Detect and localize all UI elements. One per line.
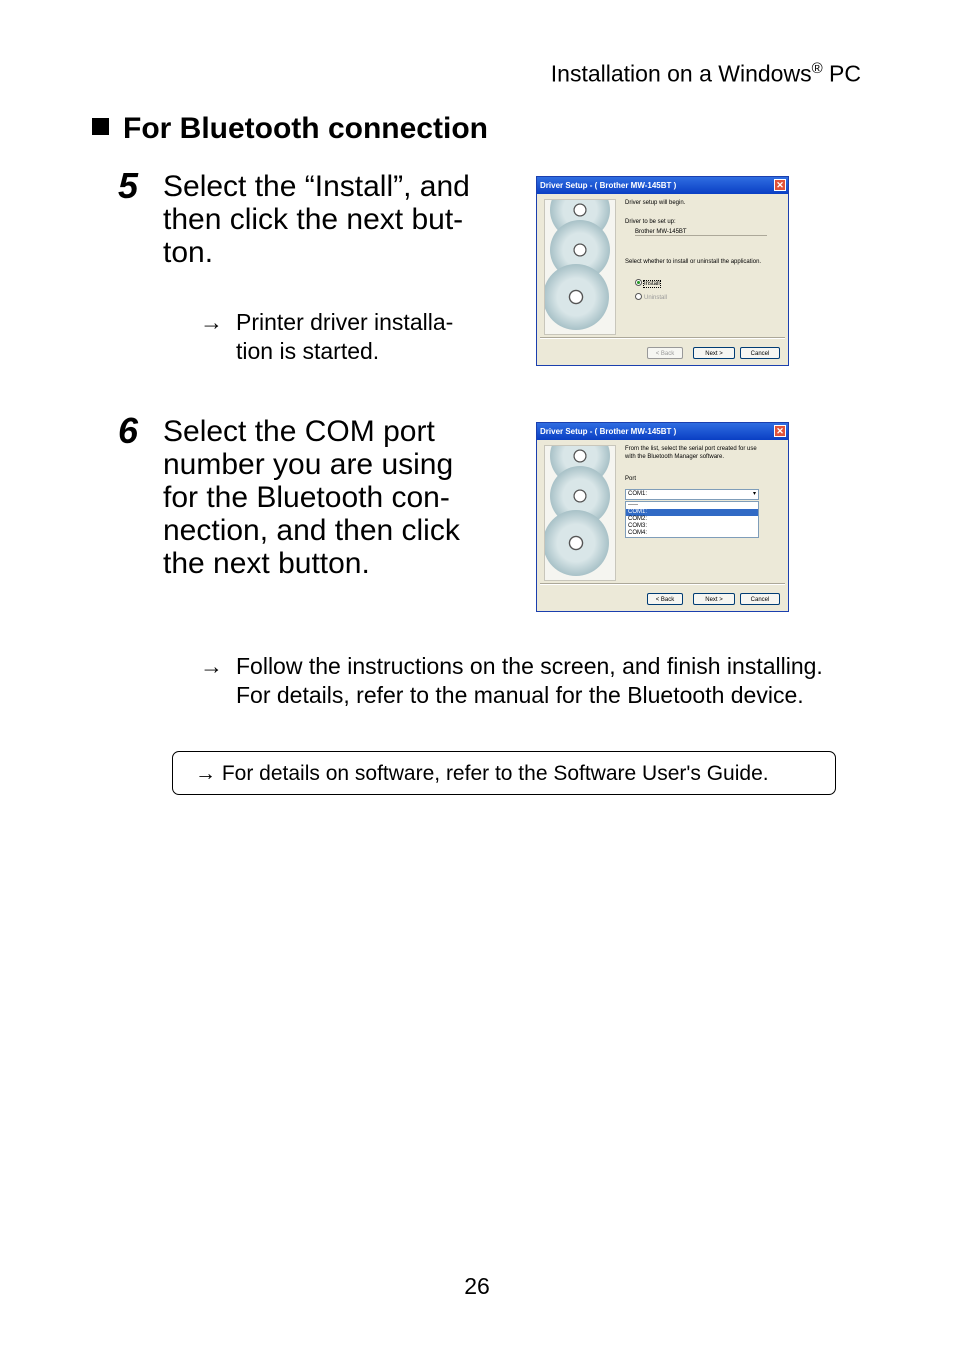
dialog-prompt: Select whether to install or uninstall the application.	[625, 259, 762, 265]
step-instruction: Select the “Install”, and then click the next but- ton.	[163, 170, 470, 269]
arrow-icon: →	[195, 762, 216, 785]
step-number: 6	[118, 410, 139, 451]
radio-icon	[635, 293, 642, 300]
page-number: 26	[464, 1273, 490, 1299]
dialog-message: with the Bluetooth Manager software.	[625, 454, 725, 460]
divider	[540, 583, 785, 585]
port-label: Port	[625, 476, 637, 482]
step-instruction: Select the COM port number you are using for the Bluetooth con- nection, and then click the next button.	[163, 415, 460, 580]
list-item[interactable]: COM2:	[628, 516, 648, 522]
followup-instruction: → Follow the instructions on the screen, and finish installing. For details, refer to the manual for the Bluetooth device.	[200, 653, 823, 708]
cancel-button[interactable]: Cancel	[740, 347, 780, 359]
cd-artwork	[544, 445, 616, 581]
arrow-icon: →	[200, 653, 223, 679]
square-bullet-icon	[92, 118, 109, 135]
chevron-down-icon[interactable]: ▾	[752, 491, 756, 497]
cancel-button[interactable]: Cancel	[740, 593, 780, 605]
driver-setup-dialog-install	[536, 176, 789, 366]
dialog-titlebar: Driver Setup - ( Brother MW-145BT ) ✕	[537, 177, 788, 194]
uninstall-radio[interactable]: Uninstall	[635, 293, 667, 301]
next-button[interactable]: Next >	[693, 347, 735, 359]
list-item[interactable]: -----	[628, 502, 638, 508]
reference-note: → For details on software, refer to the Software User's Guide.	[172, 751, 836, 795]
dialog-titlebar: Driver Setup - ( Brother MW-145BT ) ✕	[537, 423, 788, 440]
next-button[interactable]: Next >	[693, 593, 735, 605]
back-button[interactable]: < Back	[647, 593, 683, 605]
driver-setup-dialog-port	[536, 422, 789, 612]
arrow-icon: →	[200, 309, 223, 335]
section-title: For Bluetooth connection	[92, 112, 488, 146]
list-item[interactable]: COM4:	[628, 530, 648, 536]
dialog-message: Driver setup will begin.	[625, 200, 686, 206]
divider	[540, 337, 785, 339]
install-radio[interactable]: Install	[635, 279, 660, 287]
step-number: 5	[118, 165, 139, 206]
step-result: → Printer driver installa- tion is started.	[200, 309, 454, 364]
cd-artwork	[544, 199, 616, 335]
close-icon[interactable]: ✕	[774, 425, 786, 437]
cd-icon	[544, 264, 609, 330]
dialog-message: From the list, select the serial port created for use	[625, 446, 757, 452]
driver-name: Brother MW-145BT	[635, 229, 767, 236]
list-item[interactable]: COM3:	[628, 523, 648, 529]
cd-icon	[544, 510, 609, 576]
port-select[interactable]: COM1: ▾	[625, 489, 759, 500]
list-item-selected[interactable]: COM1:	[626, 509, 758, 516]
close-icon[interactable]: ✕	[774, 179, 786, 191]
back-button[interactable]: < Back	[647, 347, 683, 359]
dialog-label: Driver to be set up:	[625, 219, 676, 225]
running-header: Installation on a Windows® PC	[550, 60, 861, 87]
radio-selected-icon	[635, 279, 642, 286]
port-listbox[interactable]	[625, 501, 759, 538]
